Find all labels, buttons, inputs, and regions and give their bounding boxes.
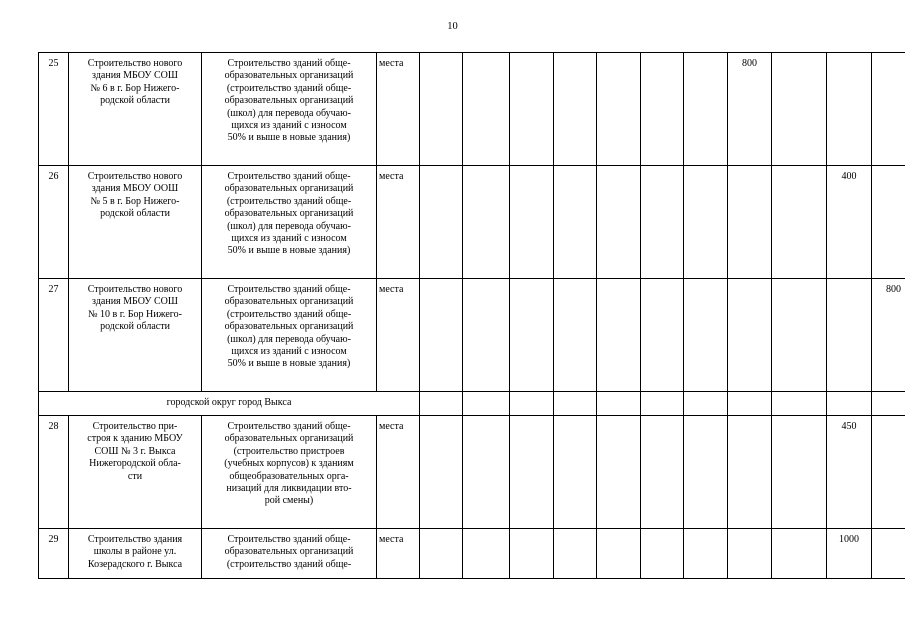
value-cell xyxy=(772,166,827,279)
object-description-line: 50% и выше в новые здания) xyxy=(227,358,351,370)
object-name-line: Строительство нового xyxy=(87,171,183,182)
object-description-line: образовательных организаций xyxy=(224,321,354,333)
object-description-cell xyxy=(202,416,377,529)
object-name-line: Строительство здания xyxy=(87,534,183,545)
object-name-line: СОШ № 3 г. Выкса xyxy=(94,445,176,457)
row-number: 29 xyxy=(39,529,69,579)
value-cell xyxy=(827,53,872,166)
object-description-cell xyxy=(202,166,377,279)
value-cell xyxy=(772,392,827,416)
value-cell: 450 xyxy=(827,416,872,529)
value-cell xyxy=(641,166,684,279)
object-description-line: образовательных организаций xyxy=(224,70,354,82)
value-cell xyxy=(641,529,684,579)
page-number: 10 xyxy=(447,21,458,32)
value-cell xyxy=(728,166,772,279)
object-name-line: здания МБОУ СОШ xyxy=(92,70,178,82)
value-cell xyxy=(827,279,872,392)
object-description-line: (учебных корпусов) к зданиям xyxy=(224,458,354,470)
value-cell xyxy=(872,53,905,166)
object-name-line: Строительство нового xyxy=(87,58,183,69)
value-cell xyxy=(510,392,554,416)
value-cell xyxy=(510,53,554,166)
value-cell xyxy=(554,166,597,279)
value-cell xyxy=(641,53,684,166)
unit-cell: места xyxy=(377,166,420,279)
value-cell xyxy=(728,392,772,416)
value-cell xyxy=(728,529,772,579)
investment-objects-table xyxy=(38,52,905,579)
value-cell xyxy=(597,53,641,166)
value-cell xyxy=(463,529,510,579)
value-cell xyxy=(510,166,554,279)
value-cell xyxy=(641,416,684,529)
row-number: 27 xyxy=(39,279,69,392)
value-cell xyxy=(510,529,554,579)
value-cell xyxy=(554,416,597,529)
object-description-line: рой смены) xyxy=(264,495,314,507)
object-name-line: родской области xyxy=(100,321,170,333)
object-name-line: сти xyxy=(127,470,143,482)
object-description-line: щихся из зданий с износом xyxy=(231,346,347,358)
value-cell xyxy=(684,53,728,166)
object-description-line: щихся из зданий с износом xyxy=(231,233,347,245)
value-cell xyxy=(597,416,641,529)
object-name-line: № 10 в г. Бор Нижего- xyxy=(88,308,182,320)
value-cell xyxy=(420,166,463,279)
value-cell: 400 xyxy=(827,166,872,279)
value-cell xyxy=(597,392,641,416)
value-cell xyxy=(684,279,728,392)
value-cell xyxy=(420,53,463,166)
object-name-line: Нижегородской обла- xyxy=(89,458,181,470)
value-cell xyxy=(420,416,463,529)
object-description-line: общеобразовательных орга- xyxy=(229,470,349,482)
value-cell xyxy=(463,53,510,166)
object-description-line: (строительство пристроев xyxy=(233,445,345,457)
object-description-line: Строительство зданий обще- xyxy=(227,421,351,432)
table-row xyxy=(39,416,905,529)
value-cell xyxy=(510,416,554,529)
object-name-line: родской области xyxy=(100,208,170,220)
object-description-line: 50% и выше в новые здания) xyxy=(227,245,351,257)
value-cell xyxy=(554,279,597,392)
value-cell xyxy=(554,529,597,579)
object-description-line: образовательных организаций xyxy=(224,433,354,445)
object-description-line: образовательных организаций xyxy=(224,546,354,558)
value-cell xyxy=(684,392,728,416)
table-row xyxy=(39,529,905,579)
object-description-line: Строительство зданий обще- xyxy=(227,534,351,545)
object-description-line: (строительство зданий обще- xyxy=(226,195,352,207)
value-cell xyxy=(772,279,827,392)
object-description-line: (школ) для перевода обучаю- xyxy=(227,220,351,232)
table-row xyxy=(39,53,905,166)
value-cell xyxy=(872,416,905,529)
value-cell xyxy=(827,392,872,416)
value-cell xyxy=(420,392,463,416)
object-description-line: (строительство зданий обще- xyxy=(226,308,352,320)
value-cell: 800 xyxy=(872,279,905,392)
value-cell xyxy=(463,279,510,392)
object-name-line: Строительство нового xyxy=(87,284,183,295)
object-description-line: образовательных организаций xyxy=(224,183,354,195)
object-description-line: низаций для ликвидации вто- xyxy=(226,483,352,495)
value-cell xyxy=(463,416,510,529)
object-name-line: № 6 в г. Бор Нижего- xyxy=(90,82,180,94)
object-description-line: (строительство зданий обще- xyxy=(226,558,352,570)
object-description-line: (школ) для перевода обучаю- xyxy=(227,107,351,119)
object-name-line: № 5 в г. Бор Нижего- xyxy=(90,195,180,207)
object-description-cell xyxy=(202,529,377,579)
value-cell xyxy=(597,529,641,579)
group-header-row xyxy=(39,392,905,416)
value-cell xyxy=(597,166,641,279)
object-name-line: строя к зданию МБОУ xyxy=(87,433,183,445)
object-name-cell xyxy=(69,416,202,529)
value-cell xyxy=(872,529,905,579)
value-cell: 1000 xyxy=(827,529,872,579)
value-cell xyxy=(463,166,510,279)
unit-cell: места xyxy=(377,53,420,166)
value-cell xyxy=(772,53,827,166)
value-cell xyxy=(728,279,772,392)
object-description-cell xyxy=(202,53,377,166)
value-cell xyxy=(872,166,905,279)
row-number: 25 xyxy=(39,53,69,166)
object-description-line: образовательных организаций xyxy=(224,95,354,107)
object-description-line: (школ) для перевода обучаю- xyxy=(227,333,351,345)
value-cell xyxy=(684,529,728,579)
value-cell xyxy=(597,279,641,392)
object-description-cell xyxy=(202,279,377,392)
object-name-cell xyxy=(69,279,202,392)
value-cell xyxy=(420,529,463,579)
value-cell xyxy=(728,416,772,529)
object-name-line: Строительство при- xyxy=(92,421,178,432)
unit-cell: места xyxy=(377,279,420,392)
unit-cell: места xyxy=(377,529,420,579)
value-cell xyxy=(420,279,463,392)
value-cell xyxy=(554,392,597,416)
row-number: 28 xyxy=(39,416,69,529)
table-row xyxy=(39,279,905,392)
object-description-line: щихся из зданий с износом xyxy=(231,120,347,132)
object-name-cell xyxy=(69,53,202,166)
object-description-line: образовательных организаций xyxy=(224,208,354,220)
table-row xyxy=(39,166,905,279)
value-cell xyxy=(772,416,827,529)
unit-cell: места xyxy=(377,416,420,529)
object-description-line: (строительство зданий обще- xyxy=(226,82,352,94)
value-cell xyxy=(554,53,597,166)
object-description-line: 50% и выше в новые здания) xyxy=(227,132,351,144)
value-cell xyxy=(684,166,728,279)
object-name-cell xyxy=(69,529,202,579)
value-cell xyxy=(772,529,827,579)
row-number: 26 xyxy=(39,166,69,279)
object-description-line: Строительство зданий обще- xyxy=(227,171,351,182)
object-description-line: Строительство зданий обще- xyxy=(227,284,351,295)
object-description-line: Строительство зданий обще- xyxy=(227,58,351,69)
object-name-line: здания МБОУ СОШ xyxy=(92,296,178,308)
value-cell xyxy=(463,392,510,416)
object-description-line: образовательных организаций xyxy=(224,296,354,308)
object-name-cell xyxy=(69,166,202,279)
value-cell xyxy=(510,279,554,392)
value-cell: 800 xyxy=(728,53,772,166)
value-cell xyxy=(872,392,905,416)
object-name-line: Козерадского г. Выкса xyxy=(87,558,183,570)
value-cell xyxy=(641,279,684,392)
value-cell xyxy=(684,416,728,529)
object-name-line: школы в районе ул. xyxy=(93,546,177,558)
group-header-label: городской округ город Выкса xyxy=(39,392,420,416)
object-name-line: здания МБОУ ООШ xyxy=(91,183,179,195)
object-name-line: родской области xyxy=(100,95,170,107)
value-cell xyxy=(641,392,684,416)
